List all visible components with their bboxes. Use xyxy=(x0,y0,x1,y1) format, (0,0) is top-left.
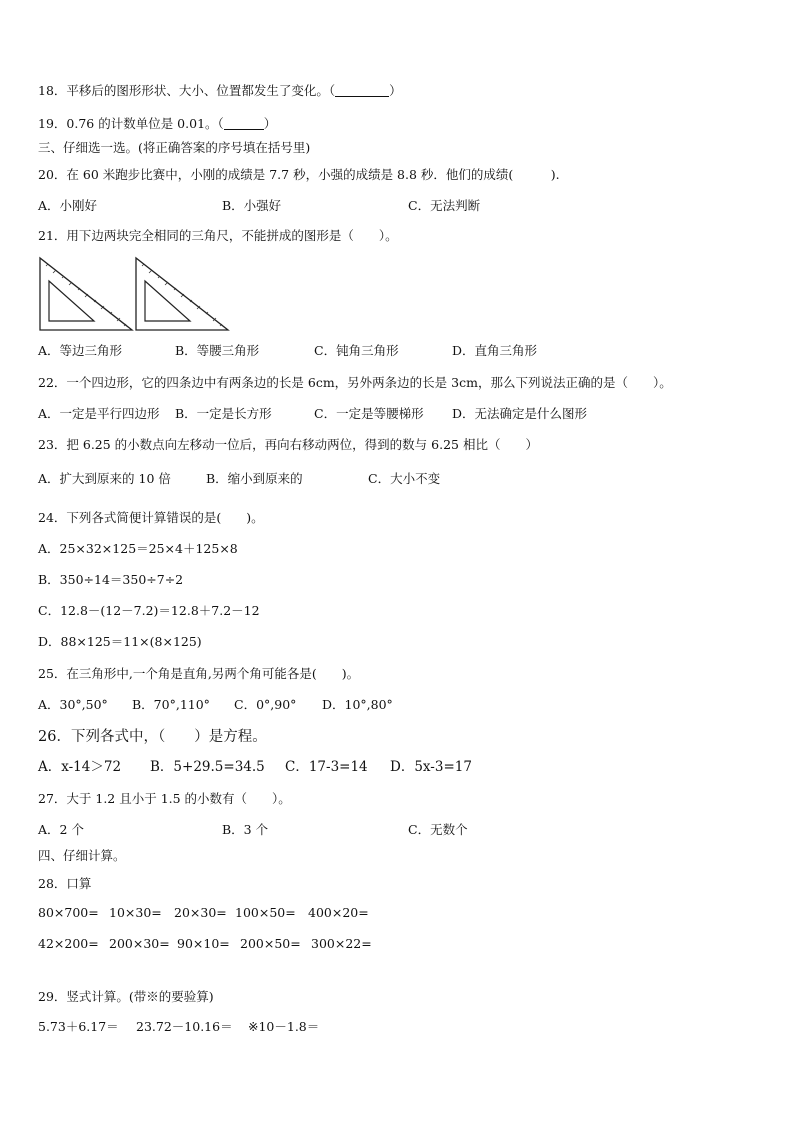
option-d[interactable]: D．无法确定是什么图形 xyxy=(452,406,588,421)
question-27-text: 27．大于 1.2 且小于 1.5 的小数有（ ）。 xyxy=(38,791,291,806)
option-d[interactable]: D．直角三角形 xyxy=(452,343,538,358)
question-25-text: 25．在三角形中,一个角是直角,另两个角可能各是( )。 xyxy=(38,666,360,681)
option-c[interactable]: C．钝角三角形 xyxy=(314,343,399,358)
calc-item[interactable]: 20×30= xyxy=(174,905,227,920)
option-c[interactable]: C．0°,90° xyxy=(234,697,297,712)
option-c[interactable]: C．无数个 xyxy=(408,822,468,837)
option-b[interactable]: B．70°,110° xyxy=(132,697,210,712)
question-22-text: 22．一个四边形，它的四条边中有两条边的长是 6cm，另外两条边的长是 3cm，那么下列说法正确的是（ ）。 xyxy=(38,375,672,390)
option-d[interactable]: D．10°,80° xyxy=(322,697,393,712)
option-b[interactable]: B．5+29.5=34.5 xyxy=(150,759,265,775)
option-a[interactable]: A．2 个 xyxy=(38,822,84,837)
question-21-options xyxy=(38,343,778,361)
option-c[interactable]: C．12.8－(12－7.2)＝12.8＋7.2－12 xyxy=(38,603,260,618)
calc-item[interactable]: 80×700= xyxy=(38,905,99,920)
option-a[interactable]: A．25×32×125＝25×4＋125×8 xyxy=(38,541,238,556)
vertical-calc-row xyxy=(38,1019,778,1037)
option-a[interactable]: A．小刚好 xyxy=(38,198,98,213)
option-c[interactable]: C．无法判断 xyxy=(408,198,481,213)
question-20-options xyxy=(38,198,778,216)
question-27-options xyxy=(38,822,778,840)
option-b[interactable]: B．350÷14＝350÷7÷2 xyxy=(38,572,184,587)
calc-item[interactable]: ※10－1.8＝ xyxy=(248,1019,320,1034)
calc-item[interactable]: 100×50= xyxy=(235,905,296,920)
option-d[interactable]: D．5x-3=17 xyxy=(390,759,472,775)
question-18-text: 18．平移后的图形形状、大小、位置都发生了变化。（ xyxy=(38,83,336,98)
calc-item[interactable]: 90×10= xyxy=(177,936,230,951)
question-20-text: 20．在 60 米跑步比赛中，小刚的成绩是 7.7 秒，小强的成绩是 8.8 秒．他们的成绩( ). xyxy=(38,167,560,182)
calc-item[interactable]: 200×30= xyxy=(109,936,170,951)
answer-blank[interactable] xyxy=(224,117,264,130)
question-19-text: 19．0.76 的计数单位是 0.01。（ xyxy=(38,116,224,131)
answer-blank[interactable] xyxy=(335,84,389,97)
calc-item[interactable]: 300×22= xyxy=(311,936,372,951)
option-d[interactable]: D．88×125＝11×(8×125) xyxy=(38,634,202,649)
calc-item[interactable]: 42×200= xyxy=(38,936,99,951)
section-4-heading: 四、仔细计算。 xyxy=(38,848,126,863)
option-c[interactable]: C．一定是等腰梯形 xyxy=(314,406,424,421)
question-26-options xyxy=(38,759,778,777)
question-19-close: ） xyxy=(263,116,277,131)
question-23-options xyxy=(38,471,778,489)
option-b[interactable]: B．缩小到原来的 xyxy=(206,471,303,486)
set-square-left xyxy=(40,258,132,330)
question-18 xyxy=(38,83,402,99)
question-23-text: 23．把 6.25 的小数点向左移动一位后，再向右移动两位，得到的数与 6.25 相比（ ） xyxy=(38,437,538,452)
option-b[interactable]: B．小强好 xyxy=(222,198,282,213)
section-3-heading: 三、仔细选一选。(将正确答案的序号填在括号里) xyxy=(38,140,311,155)
option-a[interactable]: A．等边三角形 xyxy=(38,343,123,358)
calc-item[interactable]: 23.72－10.16＝ xyxy=(136,1019,233,1034)
question-29-text: 29．竖式计算。(带※的要验算) xyxy=(38,989,214,1004)
question-19 xyxy=(38,116,276,132)
set-square-right xyxy=(136,258,228,330)
question-22-options xyxy=(38,406,778,424)
question-25-options xyxy=(38,697,778,715)
question-24-text: 24．下列各式简便计算错误的是( )。 xyxy=(38,510,264,525)
calc-item[interactable]: 5.73＋6.17＝ xyxy=(38,1019,119,1034)
question-28-text: 28．口算 xyxy=(38,876,92,891)
option-a[interactable]: A．x-14＞72 xyxy=(38,759,122,775)
option-b[interactable]: B．3 个 xyxy=(222,822,269,837)
option-c[interactable]: C．17-3=14 xyxy=(285,759,368,775)
question-18-close: ） xyxy=(389,83,402,98)
option-a[interactable]: A．一定是平行四边形 xyxy=(38,406,160,421)
option-b[interactable]: B．一定是长方形 xyxy=(175,406,272,421)
option-c[interactable]: C．大小不变 xyxy=(368,471,441,486)
option-a[interactable]: A．扩大到原来的 10 倍 xyxy=(38,471,171,486)
mental-math-row-2 xyxy=(38,936,778,954)
calc-item[interactable]: 200×50= xyxy=(240,936,301,951)
calc-item[interactable]: 400×20= xyxy=(308,905,369,920)
calc-item[interactable]: 10×30= xyxy=(109,905,162,920)
option-b[interactable]: B．等腰三角形 xyxy=(175,343,260,358)
mental-math-row-1 xyxy=(38,905,778,923)
question-21-text: 21．用下边两块完全相同的三角尺，不能拼成的图形是（ ）。 xyxy=(38,228,398,243)
triangle-rulers-figure xyxy=(36,254,236,334)
option-a[interactable]: A．30°,50° xyxy=(38,697,108,712)
question-26-text: 26．下列各式中，（ ）是方程。 xyxy=(38,729,267,745)
